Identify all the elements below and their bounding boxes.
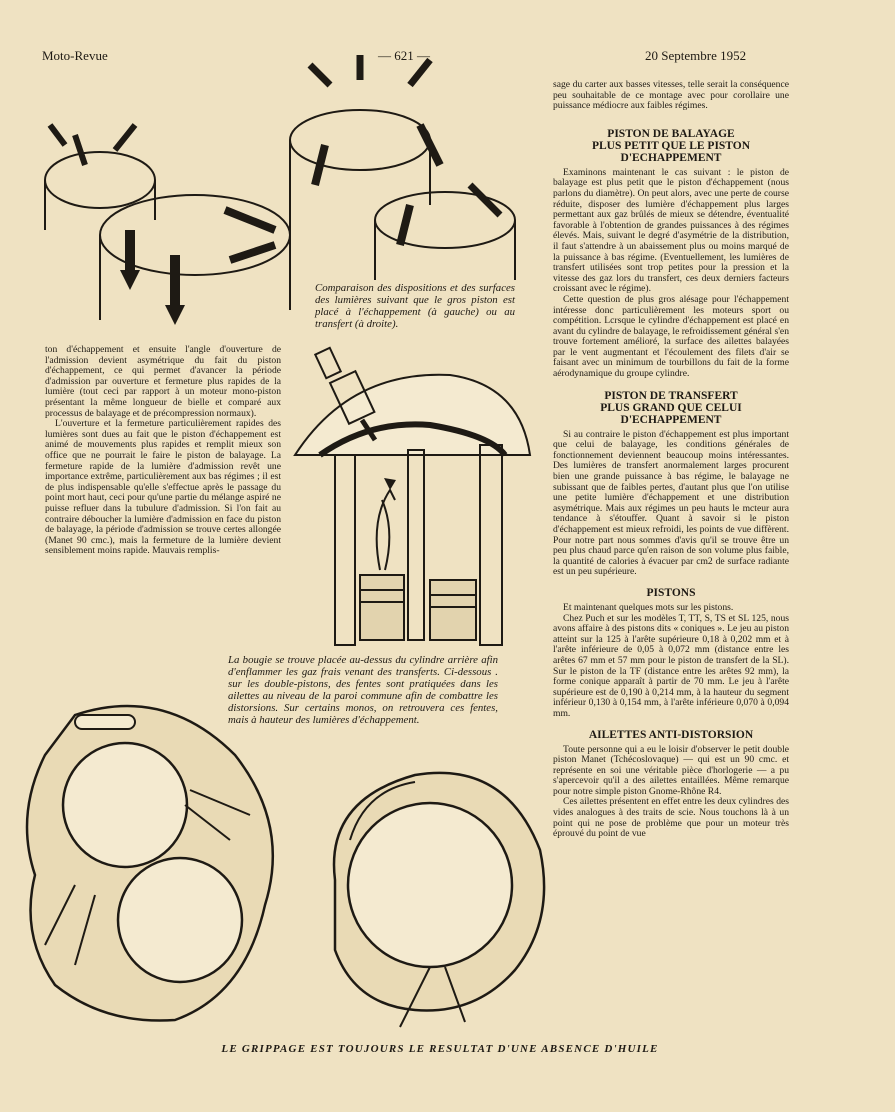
issue-date: 20 Septembre 1952 bbox=[645, 48, 747, 63]
figure-caption-top: Comparaison des dispositions et des surfaces des lumières suivant que le gros piston est placé à l'échappement (à gauche) ou au transfert (à droite). bbox=[315, 282, 515, 330]
left-paragraph: L'ouverture et la fermeture particulièrement rapides des lumières sont dues au fait que le piston d'échappement est animé de mouvements plus rapides et remplit mieux son office que ne pourrait le faire le piston de balayage. La fermeture rapide de la lumière d'admission revêt une importance extrême, particulièrement aux bas régimes ; il est de plus indispensable qu'elle s'effectue après le passage du point mort haut, ceci pour qu'une partie du mélange aspiré ne puisse refluer dans la tubulure d'admission. Si l'on fait au contraire déboucher la lumière d'admission en face du piston de balayage, la période d'admission se trouve certes allongée (Manet 90 cmc.), mais la fermeture de la lumière devient sensiblement moins rapide. Mauvais remplis- bbox=[45, 418, 281, 557]
section-title-transfert: PISTON DE TRANSFERT PLUS GRAND QUE CELUI D'ECHAPPEMENT bbox=[600, 389, 742, 426]
right-column-text bbox=[553, 80, 789, 840]
section-title-pistons: PISTONS bbox=[646, 586, 696, 599]
section-title-ailettes: AILETTES ANTI-DISTORSION bbox=[588, 728, 754, 741]
section-paragraph: Examinons maintenant le cas suivant : le piston de balayage est plus petit que le piston d'échappement (nous parlons du diamètre). On peut alors, avec une perte de course réduite, disposer des lumière d'échappement plus larges permettant aux gaz brûlés de mieux se détendre, éventualité favorable à l'obtention de grandes puissances à des régimes élevés. Mais, suivant le degré d'asymétrie de la distribution, il faut s'attendre à un abaissement plus ou moins marqué de la puissance à bas régime. (Eventuellement, les lumières de transfert utilisées sont trop petites pour la pression et la vitesse des gaz lors du transfert, ces deux derniers facteurs croissant avec le régime). bbox=[553, 166, 789, 295]
section-paragraph: Si au contraire le piston d'échappement est plus important que celui de balayage, les conditions générales de fonctionnement deviennent beaucoup moins intéressantes. Des lumières de transfert anormalement larges procurent bien une grande puissance à bas régime, le balayage ne subissant que de faibles pertes, d'autant plus que l'on utilise une petite lumière d'échappement et une distribution asymétrique. Mais aux régimes un peu hauts le mcteur aura tendance à s'étouffer. Quant à savoir si le piston d'échappement est mieux refroidi, les points de vue diffèrent. Pour notre part nous sommes d'avis qu'il se trouve être un peu plus chaud parce qu'en raison de son volume plus faible, la quantité de calories à évacuer par cm2 de surface radiante est un peu supérieure. bbox=[553, 428, 789, 578]
cylinder-ports-illustration-left bbox=[25, 110, 295, 330]
right-intro: sage du carter aux basses vitesses, telle serait la conséquence peu souhaitable de ce montage avec pour corollaire une puissance médiocre aux faibles régimes. bbox=[553, 79, 789, 112]
cylinder-head-spark-plug-illustration bbox=[290, 340, 535, 650]
left-paragraph: ton d'échappement et ensuite l'angle d'ouverture de l'admission devient asymétrique du fait du piston d'échappement, ce qui permet d'avancer la période d'admission par ouverture et fermeture plus rapides de la lumière (tout ceci par rapport à un moteur mono-piston présentant la même longueur de bielle et comparé aux processus de balayage et de précompression normaux). bbox=[45, 344, 281, 419]
section-paragraph: Cette question de plus gros alésage pour l'échappement intéresse donc particulièrement les moteurs sport ou compétition. Lcrsque le cylindre d'échappement est placé en avant du cylindre de balayage, le refroidissement général s'en trouve fortement amélioré, la surface des ailettes balayées par le vent augmentant et l'écoulement des filets d'air se faisant avec un minimum de tourbillons du fait de la forme aérodynamique du groupe cylindre. bbox=[553, 293, 789, 380]
single-piston-fins-illustration bbox=[305, 760, 555, 1030]
section-paragraph: Chez Puch et sur les modèles T, TT, S, TS et SL 125, nous avons affaire à des pistons dits « coniques ». Le jeu au piston atteint sur la 125 à l'arête supérieure 0,18 à 0,202 mm et à l'arête inférieure de 0,05 à 0,072 mm (distance entre les arêtes 67 mm et 57 mm pour le piston de transfert de la SL). Sur le piston de la TF (distance entre les arêtes 92 mm), la forme conique apparaît à partir de 70 mm. Le jeu à l'arête supérieure est de 0,190 à 0,214 mm, à la hauteur du segment inférieur 0,130 à 0,154 mm, à l'arête inférieure 0,070 à 0,094 mm. bbox=[553, 612, 789, 719]
section-paragraph: Et maintenant quelques mots sur les pistons. bbox=[563, 601, 734, 613]
section-paragraph: Toute personne qui a eu le loisir d'observer le petit double piston Manet (Tchécoslovaque) — qui est un 90 cmc. et représente en soi une véritable pièce d'horlogerie — a pu s'apercevoir qu'il a des ailettes entaillées. Même remarque pour notre simple piston Gnome-Rhône R4. bbox=[553, 743, 789, 797]
section-title-balayage: PISTON DE BALAYAGE PLUS PETIT QUE LE PISTON D'ECHAPPEMENT bbox=[591, 127, 751, 164]
page-footer-slogan: LE GRIPPAGE EST TOUJOURS LE RESULTAT D'UNE ABSENCE D'HUILE bbox=[221, 1043, 659, 1055]
magazine-name: Moto-Revue bbox=[42, 48, 108, 63]
double-piston-fins-illustration bbox=[15, 695, 300, 1025]
figure-caption-middle: La bougie se trouve placée au-dessus du cylindre arrière afin d'enflammer les gaz frais venant des transferts. Ci-dessous . sur les double-pistons, des fentes sont pratiquées dans les ailettes au niveau de la paroi commune afin de combattre les distorsions. Sur certains monos, on retrouvera ces fentes, mais à hauteur des lumières d'échappement. bbox=[228, 654, 498, 726]
page-number: — 621 — bbox=[378, 48, 430, 63]
cylinder-ports-illustration-right bbox=[280, 55, 525, 280]
section-paragraph: Ces ailettes présentent en effet entre les deux cylindres des vides analogues à des traits de scie. Nous touchons là à un point qui ne pose de problème que pour un moteur très éprouvé du point de vue bbox=[553, 796, 789, 840]
left-column-text bbox=[45, 345, 281, 557]
